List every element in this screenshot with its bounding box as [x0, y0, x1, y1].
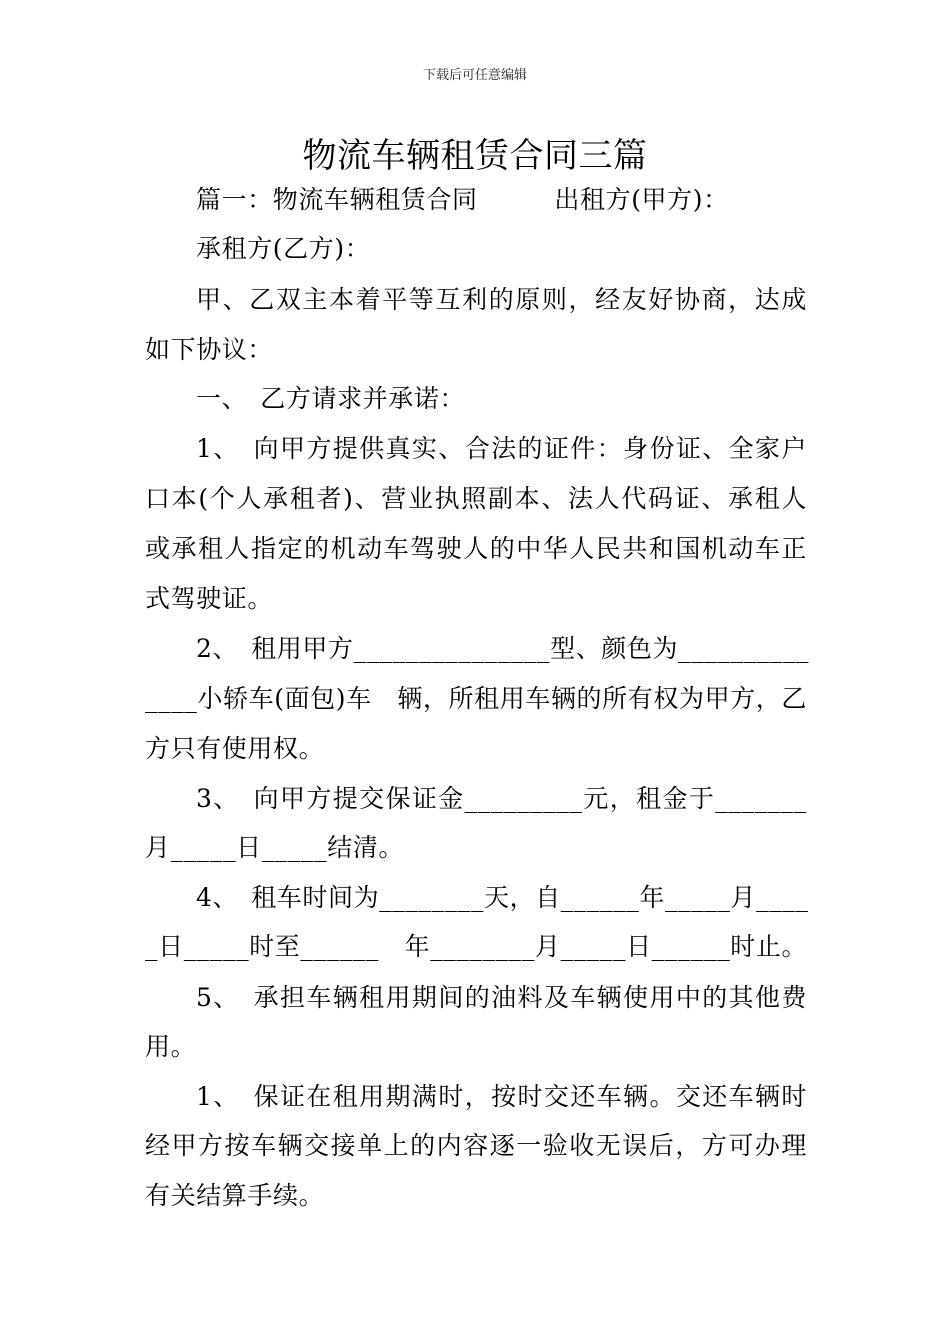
- paragraph-line: 方只有使用权。: [145, 734, 325, 763]
- paragraph-line: 如下协议：: [145, 335, 274, 364]
- paragraph-line: 承租方(乙方)：: [196, 234, 371, 263]
- paragraph-line: 有关结算手续。: [145, 1181, 325, 1210]
- paragraph-line: 2、 租用甲方_______________型、颜色为__________: [196, 634, 810, 663]
- paragraph-line: 用。: [145, 1032, 197, 1061]
- paragraph-line: ____小轿车(面包)车 辆，所租用车辆的所有权为甲方，乙: [145, 684, 807, 713]
- paragraph-line: 口本(个人承租者)、营业执照副本、法人代码证、承租人: [145, 484, 807, 513]
- paragraph-line: 一、 乙方请求并承诺：: [196, 384, 466, 413]
- paragraph-line: 1、 保证在租用期满时，按时交还车辆。交还车辆时: [196, 1082, 807, 1111]
- paragraph-line: 4、 租车时间为________天，自______年_____月____: [196, 883, 809, 912]
- paragraph-line: 1、 向甲方提供真实、合法的证件：身份证、全家户: [196, 434, 807, 463]
- paragraph-line: 3、 向甲方提交保证金_________元，租金于_______: [196, 784, 807, 813]
- paragraph-line: 经甲方按车辆交接单上的内容逐一验收无误后，方可办理: [145, 1131, 807, 1160]
- paragraph-line: 或承租人指定的机动车驾驶人的中华人民共和国机动车正: [145, 534, 807, 563]
- paragraph-line: _日_____时至______ 年________月_____日______时止。: [145, 932, 808, 961]
- header-note: 下载后可任意编辑: [422, 68, 527, 83]
- document-title: 物流车辆租赁合同三篇: [302, 136, 648, 176]
- paragraph-line: 月_____日_____结清。: [145, 833, 405, 862]
- paragraph-line: 式驾驶证。: [145, 584, 274, 613]
- paragraph-line: 篇一：物流车辆租赁合同 出租方(甲方)：: [196, 185, 729, 214]
- paragraph-line: 5、 承担车辆租用期间的油料及车辆使用中的其他费: [196, 983, 807, 1012]
- paragraph-line: 甲、乙双主本着平等互利的原则，经友好协商，达成: [196, 285, 807, 314]
